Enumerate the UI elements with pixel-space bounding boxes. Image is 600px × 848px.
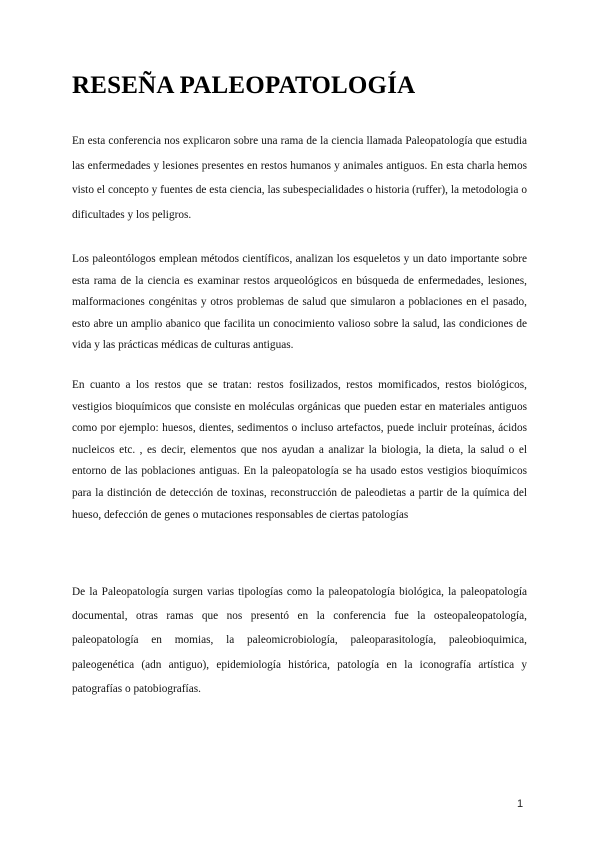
paragraph-paleontologists: Los paleontólogos emplean métodos científicos, analizan los esqueletos y un dato importante sobre esta rama de la ciencia es examinar restos arqueológicos en búsqueda de enfermedades, lesiones, malformaciones congénitas y otros problemas de salud que simularon a poblaciones en el pasado, esto abre un amplio abanico que facilita un conocimiento valioso sobre la salud, las condiciones de vida y las prácticas médicas de culturas antiguas.: [72, 253, 527, 351]
paragraph-typologies: De la Paleopatología surgen varias tipologías como la paleopatología biológica, la paleopatología documental, otras ramas que nos presentó en la conferencia fue la osteopaleopatología, paleopatología en momias, la paleomicrobiología, paleoparasitología, paleobioquimica, paleogenética (adn antiguo), epidemiología histórica, patología en la iconografía artística y patografías o patobiografías.: [72, 586, 527, 695]
page-number: 1: [517, 798, 524, 810]
paragraph-introduction: En esta conferencia nos explicaron sobre una rama de la ciencia llamada Paleopatología que estudia las enfermedades y lesiones presentes en restos humanos y animales antiguos. En esta charla hemos visto el concepto y fuentes de esta ciencia, las subespecialidades o historia (ruffer), la metodologia o dificultades y los peligros.: [72, 135, 527, 221]
document-title: RESEÑA PALEOPATOLOGÍA: [72, 72, 416, 99]
paragraph-remains: En cuanto a los restos que se tratan: restos fosilizados, restos momificados, restos biológicos, vestigios bioquímicos que consiste en moléculas orgánicas que pueden estar en materiales antiguos como por ejemplo: huesos, dientes, sedimentos o incluso artefactos, puede incluir proteínas, ácidos nucleicos etc. , es decir, elementos que nos ayudan a analizar la biologia, la dieta, la salud o el entorno de las poblaciones antiguas. En la paleopatología se ha usado estos vestigios bioquímicos para la distinción de detección de toxinas, reconstrucción de paleodietas a partir de la química del hueso, defección de genes o mutaciones responsables de ciertas patologías: [72, 379, 527, 521]
